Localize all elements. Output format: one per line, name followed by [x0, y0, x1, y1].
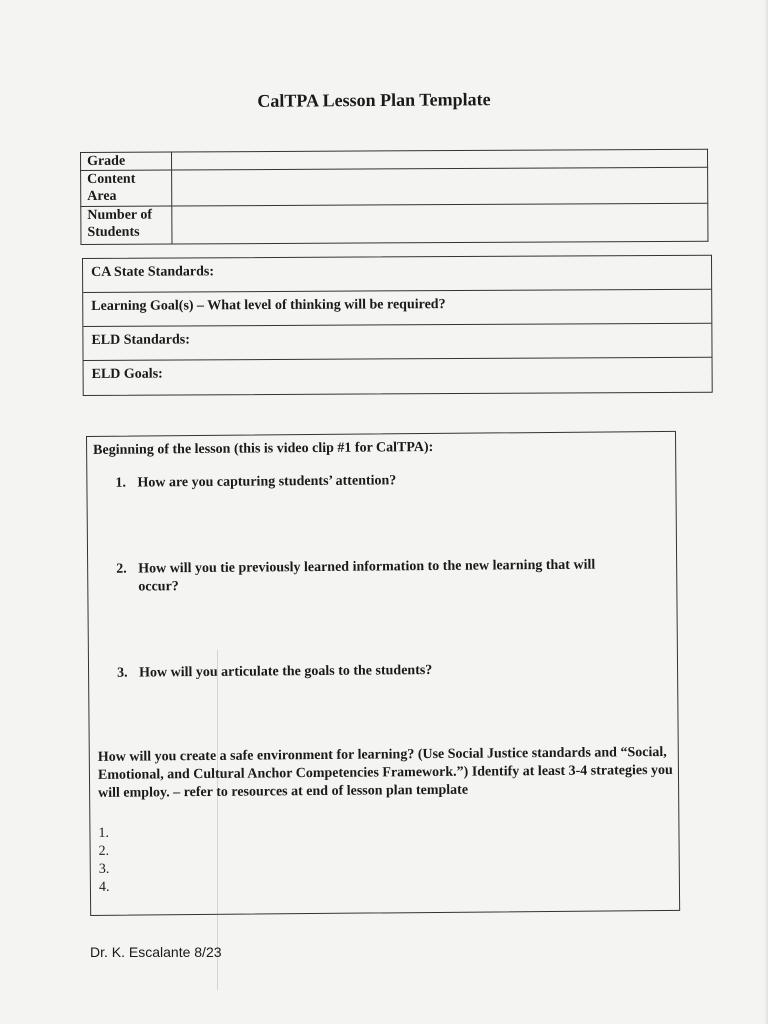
standards-box	[82, 255, 713, 396]
content-area-row	[81, 167, 708, 206]
scan-artifact-line	[217, 650, 218, 990]
lesson-heading: Beginning of the lesson (this is video clip #1 for CalTPA):	[93, 439, 434, 458]
learning-goals: Learning Goal(s) – What level of thinking will be required?	[83, 290, 711, 327]
footer-author: Dr. K. Escalante 8/23	[90, 944, 222, 960]
strategy-list	[98, 825, 109, 897]
safe-environment-prompt: How will you create a safe environment for learning? (Use Social Justice standards and “Social, Emotional, and Cultural Anchor Competencies Framework.”) Identify at least 3-4 strategies you will employ. – refer to resources at end of lesson plan template	[97, 744, 673, 801]
eld-standards: ELD Standards:	[83, 324, 711, 361]
question-number: 1.	[115, 475, 126, 491]
ca-state-standards: CA State Standards:	[83, 256, 711, 293]
grade-label: Grade	[81, 152, 172, 170]
info-table	[80, 149, 708, 245]
question-text: How will you articulate the goals to the students?	[139, 662, 433, 681]
list-item: 4.	[98, 879, 110, 895]
num-students-row	[81, 203, 708, 244]
num-students-value[interactable]	[172, 203, 708, 244]
question-2	[116, 556, 646, 597]
list-item: 1.	[98, 825, 110, 841]
question-number: 2.	[116, 561, 127, 577]
eld-goals: ELD Goals:	[91, 366, 163, 382]
list-item: 3.	[98, 861, 110, 877]
lesson-beginning-box	[86, 431, 680, 916]
page-title: CalTPA Lesson Plan Template	[257, 89, 491, 111]
question-text: How will you tie previously learned information to the new learning that will occur?	[138, 557, 596, 595]
question-3	[117, 660, 647, 683]
num-students-label: Number of Students	[81, 206, 172, 244]
question-number: 3.	[117, 665, 128, 681]
question-1	[115, 470, 645, 493]
page-edge-shadow	[764, 0, 768, 1024]
content-area-label: Content Area	[81, 170, 172, 206]
list-item: 2.	[98, 843, 110, 859]
question-text: How are you capturing students’ attention?	[137, 473, 397, 491]
content-area-value[interactable]	[172, 167, 708, 206]
